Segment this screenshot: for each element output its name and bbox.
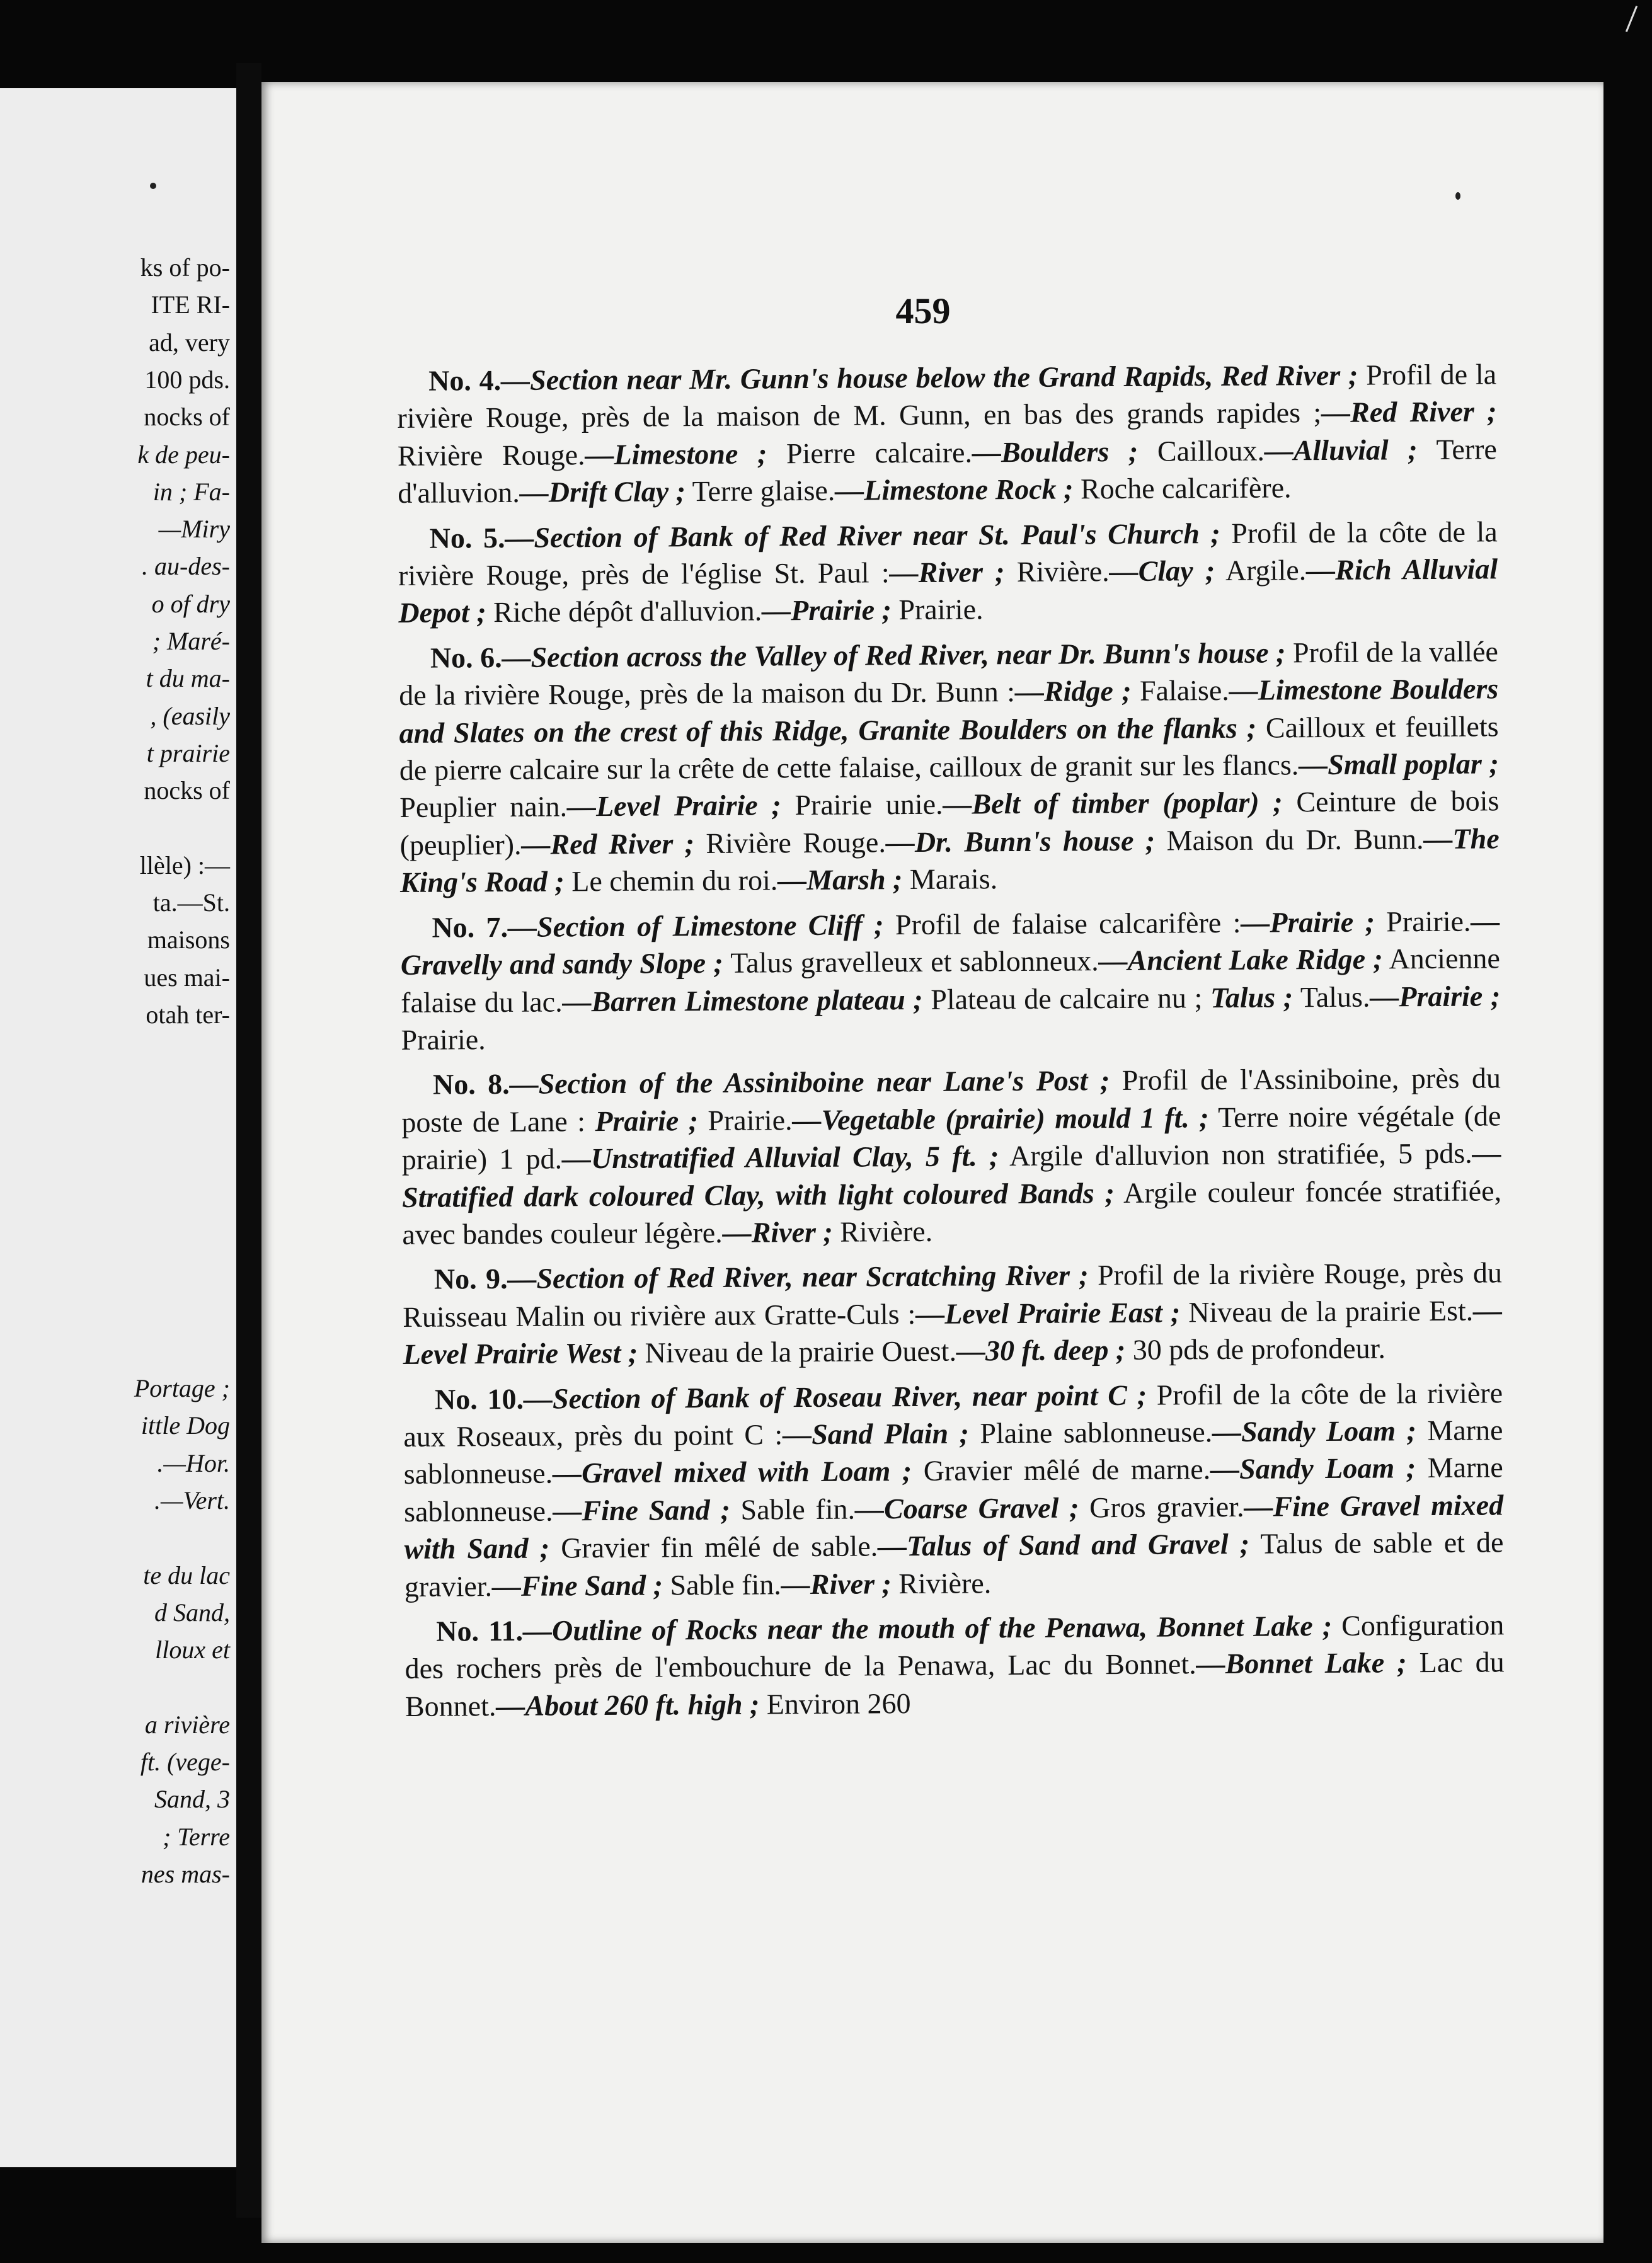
previous-page-edge	[0, 88, 236, 2167]
french-term: Marne sablonneuse.	[403, 1451, 1503, 1528]
english-term: —Limestone Rock ;	[835, 473, 1074, 507]
section-number: No. 10.	[434, 1382, 524, 1416]
french-term: Argile couleur foncée stratifiée, avec bandes couleur légère.	[402, 1174, 1502, 1251]
left-page-text-fragment: ad, very	[149, 328, 230, 357]
french-term: Ancienne falaise du lac.	[401, 942, 1500, 1019]
english-term: —Prairie ;	[1241, 905, 1375, 939]
french-term: Prairie.	[891, 593, 984, 626]
english-term: —Drift Clay ;	[519, 475, 686, 509]
english-term: —Sandy Loam ;	[1212, 1414, 1417, 1448]
english-term: —Prairie ;	[762, 593, 892, 627]
french-term: Maison du Dr. Bunn.	[1155, 822, 1424, 857]
english-term: —Section near Mr. Gunn's house below the Grand Rapids, Red River ;	[501, 358, 1358, 396]
left-page-text-fragment: o of dry	[151, 589, 230, 618]
left-page-text-fragment: , (easily	[150, 701, 230, 730]
section-entry	[403, 1374, 1504, 1605]
english-term: —Gravel mixed with Loam ;	[552, 1455, 912, 1489]
left-page-text-fragment: ITE RI-	[151, 290, 230, 319]
french-term: Prairie.	[1374, 905, 1471, 938]
english-term: —Belt of timber (poplar) ;	[943, 786, 1283, 821]
english-term: —Unstratified Alluvial Clay, 5 ft. ;	[561, 1140, 999, 1175]
french-term: Riche dépôt d'alluvion.	[486, 594, 762, 629]
french-term: Gravier mêlé de marne.	[912, 1453, 1211, 1487]
french-term: Rivière.	[891, 1566, 992, 1600]
french-term: Marais.	[902, 862, 998, 896]
french-term: Talus de sable et de gravier.	[404, 1526, 1504, 1603]
english-term: —Clay ;	[1109, 554, 1215, 588]
english-term: —Level Prairie East ;	[915, 1296, 1181, 1330]
french-term: Argile d'alluvion non stratifiée, 5 pds.	[999, 1137, 1472, 1172]
french-term: Rivière.	[1004, 555, 1110, 588]
left-page-text-fragment: k de peu-	[137, 440, 230, 469]
left-page-text-fragment: .—Hor.	[157, 1448, 230, 1477]
french-term: Niveau de la prairie Est.	[1180, 1294, 1474, 1329]
section-entry	[404, 1606, 1505, 1725]
left-page-text-fragment: Portage ;	[134, 1374, 230, 1402]
french-term: Rivière Rouge.	[397, 438, 585, 472]
left-page-text-fragment: ta.—St.	[152, 888, 230, 917]
french-term: Terre d'alluvion.	[398, 433, 1498, 510]
french-term: Lac du Bonnet.	[404, 1646, 1505, 1722]
english-term: —Limestone Boulders and Slates on the crest of this Ridge, Granite Boulders on the flanks ;	[399, 672, 1499, 749]
french-term: Terre noire végétale (de prairie) 1 pd.	[401, 1099, 1501, 1176]
left-page-text-fragment: 100 pds.	[144, 365, 230, 394]
section-number: No. 8.	[432, 1068, 510, 1101]
english-term: —Ancient Lake Ridge ;	[1098, 942, 1383, 977]
english-term: —Section of Limestone Cliff ;	[507, 908, 884, 943]
french-term: Talus gravelleux et sablonneux.	[723, 944, 1099, 979]
left-page-text-fragment: Sand, 3	[154, 1785, 230, 1814]
english-term: —Rich Alluvial Depot ;	[398, 553, 1498, 629]
english-term: —Outline of Rocks near the mouth of the Penawa, Bonnet Lake ;	[522, 1609, 1333, 1647]
french-term: Profil de falaise calcarifère :	[883, 906, 1241, 941]
english-term: —Talus of Sand and Gravel ;	[878, 1527, 1250, 1562]
book-page	[261, 82, 1603, 2243]
french-term: Sable fin.	[662, 1567, 781, 1601]
left-page-text-fragment: ittle Dog	[141, 1411, 230, 1440]
left-page-text-fragment: t prairie	[146, 738, 230, 767]
english-term: —Gravelly and sandy Slope ;	[400, 905, 1500, 982]
english-term: —Stratified dark coloured Clay, with light coloured Bands ;	[401, 1137, 1501, 1213]
left-page-text-fragment: nocks of	[144, 403, 230, 432]
left-page-text-fragment: lloux et	[155, 1636, 230, 1664]
french-term: Pierre calcaire.	[767, 436, 973, 470]
left-page-text-fragment: nes mas-	[141, 1859, 230, 1888]
french-term: Prairie.	[401, 1023, 486, 1056]
speck-mark	[150, 183, 156, 189]
french-term: Le chemin du roi.	[564, 864, 778, 898]
section-number: No. 9.	[433, 1263, 508, 1296]
french-term: Plaine sablonneuse.	[968, 1416, 1213, 1450]
english-term: —River ;	[889, 556, 1005, 589]
page-number: 459	[895, 290, 951, 331]
french-term: Plateau de calcaire nu ;	[922, 981, 1203, 1016]
english-term: —Boulders ;	[972, 435, 1139, 469]
left-page-text-fragment: ; Terre	[162, 1822, 230, 1851]
french-term: Niveau de la prairie Ouest.	[638, 1334, 957, 1369]
french-term: Prairie.	[697, 1103, 793, 1137]
english-term: —The King's Road ;	[399, 822, 1500, 899]
english-term: —Vegetable (prairie) mould 1 ft. ;	[792, 1101, 1209, 1136]
left-page-text-fragment: maisons	[147, 925, 230, 954]
scan-corner-mark	[1626, 6, 1638, 32]
section-number: No. 7.	[432, 910, 508, 944]
french-term: Falaise.	[1131, 674, 1229, 708]
french-term: Configuration des rochers près de l'embouchure de la Penawa, Lac du Bonnet.	[404, 1608, 1505, 1685]
french-term: Cailloux et feuillets de pierre calcaire sur la crête de cette falaise, cailloux de granit sur les flancs.	[399, 709, 1499, 787]
english-term: —Small poplar ;	[1299, 747, 1500, 781]
section-number: No. 6.	[430, 641, 502, 674]
french-term: Profil de l'Assiniboine, près du poste de Lane :	[401, 1062, 1501, 1138]
english-term: Talus ;	[1202, 980, 1293, 1014]
english-term: —Sandy Loam ;	[1210, 1452, 1416, 1486]
french-term: Rivière.	[832, 1215, 933, 1248]
section-number: No. 5.	[429, 521, 505, 554]
french-term: Roche calcarifère.	[1073, 471, 1292, 505]
english-term: —Section across the Valley of Red River, near Dr. Bunn's house ;	[502, 636, 1286, 673]
english-term: —Fine Sand ;	[553, 1493, 731, 1527]
french-term: Peuplier nain.	[399, 790, 568, 824]
french-term: Terre glaise.	[685, 474, 835, 508]
section-entry	[400, 902, 1500, 1058]
french-term: Environ 260	[759, 1687, 911, 1721]
english-term: —Prairie ;	[1370, 979, 1501, 1013]
french-term: Profil de la vallée de la rivière Rouge, près de la maison du Dr. Bunn :	[399, 635, 1498, 712]
section-entry	[399, 633, 1500, 901]
english-term: —Fine Sand ;	[491, 1569, 663, 1602]
french-term: 30 pds de profondeur.	[1125, 1332, 1386, 1366]
english-term: —Limestone ;	[585, 437, 767, 471]
french-term: Ceinture de bois (peuplier).	[399, 784, 1500, 861]
english-term: —Bonnet Lake ;	[1196, 1646, 1407, 1680]
french-term: Gros gravier.	[1079, 1490, 1244, 1524]
english-term: —Marsh ;	[777, 863, 903, 897]
body-text	[397, 355, 1505, 1733]
english-term: Prairie ;	[585, 1104, 699, 1137]
french-term: Marne sablonneuse.	[403, 1414, 1503, 1491]
french-term: Argile.	[1215, 554, 1307, 587]
english-term: —Red River ;	[521, 827, 695, 861]
french-term: Prairie unie.	[781, 788, 943, 822]
left-page-text-fragment: te du lac	[143, 1561, 230, 1590]
english-term: —Section of Bank of Red River near St. Paul's Church ;	[505, 517, 1220, 554]
french-term: Gravier fin mêlé de sable.	[549, 1530, 878, 1564]
french-term: Sable fin.	[730, 1492, 856, 1526]
left-page-text-fragment: . au-des-	[142, 552, 230, 581]
section-entry	[401, 1060, 1502, 1254]
section-number: No. 11.	[436, 1614, 524, 1647]
french-term: Profil de la côte de la rivière Rouge, près de l'église St. Paul :	[398, 515, 1498, 592]
english-term: —Section of Red River, near Scratching River ;	[507, 1259, 1089, 1295]
english-term: —Red River ;	[1321, 395, 1497, 429]
book-gutter	[236, 63, 261, 2218]
french-term: Profil de la rivière Rouge, près du Ruisseau Malin ou rivière aux Gratte-Culs :	[403, 1256, 1503, 1333]
english-term: —Level Prairie ;	[566, 789, 781, 823]
english-term: —Section of Bank of Roseau River, near point C ;	[523, 1378, 1147, 1415]
left-page-text-fragment: t du ma-	[146, 664, 230, 693]
french-term: Profil de la rivière Rouge, près de la maison de M. Gunn, en bas des grands rapides ;	[397, 358, 1497, 435]
english-term: —Level Prairie West ;	[403, 1294, 1503, 1371]
english-term: —Dr. Bunn's house ;	[885, 824, 1156, 859]
french-term: Cailloux.	[1138, 434, 1265, 467]
english-term: —Barren Limestone plateau ;	[562, 983, 923, 1017]
english-term: —River ;	[722, 1215, 833, 1249]
left-page-text-fragment: d Sand,	[154, 1598, 230, 1627]
section-entry	[403, 1254, 1503, 1373]
left-page-text-fragment: ks of po-	[140, 253, 230, 282]
left-page-text-fragment: a rivière	[144, 1710, 230, 1739]
english-term: —Ridge ;	[1014, 675, 1132, 708]
french-term: Talus.	[1292, 980, 1370, 1013]
english-term: —Fine Gravel mixed with Sand ;	[404, 1489, 1504, 1566]
english-term: —Sand Plain ;	[783, 1417, 970, 1451]
left-page-text-fragment: ; Maré-	[152, 627, 230, 655]
left-page-text-fragment: .—Vert.	[154, 1486, 230, 1515]
english-term: —Coarse Gravel ;	[854, 1491, 1079, 1525]
left-page-text-fragment: ues mai-	[144, 963, 230, 992]
section-entry	[397, 355, 1497, 512]
english-term: —River ;	[781, 1567, 892, 1600]
left-page-text-fragment: nocks of	[144, 776, 230, 805]
english-term: —Section of the Assiniboine near Lane's Post ;	[509, 1064, 1110, 1101]
speck-mark	[1455, 192, 1460, 200]
french-term: Profil de la côte de la rivière aux Roseaux, près du point C :	[403, 1376, 1503, 1453]
left-page-text-fragment: otah ter-	[146, 1000, 230, 1029]
left-page-text-fragment: in ; Fa-	[152, 477, 230, 506]
english-term: —About 260 ft. high ;	[496, 1688, 760, 1722]
french-term: Rivière Rouge.	[694, 826, 886, 860]
left-page-text-fragment: ft. (vege-	[140, 1748, 230, 1776]
english-term: —Alluvial ;	[1264, 433, 1418, 467]
left-page-text-fragment: llèle) :—	[139, 851, 230, 879]
english-term: —30 ft. deep ;	[956, 1334, 1126, 1367]
left-page-text-fragment: —Miry	[158, 515, 230, 544]
section-number: No. 4.	[428, 364, 502, 397]
section-entry	[398, 513, 1498, 632]
